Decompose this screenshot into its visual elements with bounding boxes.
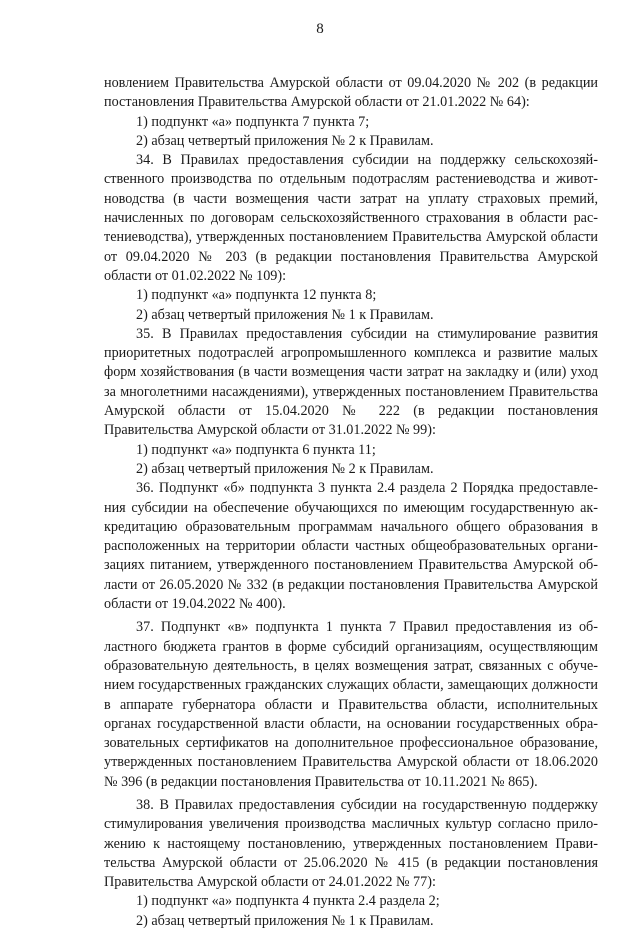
list-item: 1) подпункт «а» подпункта 7 пункта 7; <box>136 113 370 130</box>
paragraph-continuation: новлением Правительства Амурской области от 09.04.2020 № 202 (в редакции постановления Правительства Амурской области от 21.01.2022 № 64): <box>104 75 598 111</box>
list-item: 2) абзац четвертый приложения № 2 к Правилам. <box>136 132 434 149</box>
paragraph-35: 35. В Правилах предоставления субсидии на стимулирование развития приоритетных подотраслей агропромышленного комплекса и развитие малых форм хозяйствования (в части возмещения части затрат на закладку и (или) уход за многолетними насаждениями), утвержденных постановлением Правительства Амурской области от 15.04.2020 № 222 (в редакции постановления Правительства Амурской области от 31.01.2022 № 99): <box>104 325 598 439</box>
list-item: 2) абзац четвертый приложения № 2 к Правилам. <box>136 460 434 477</box>
paragraph-34: 34. В Правилах предоставления субсидии на поддержку сельскохозяйственного производства по отдельным подотраслям растениеводства и животноводства (в части возмещения части затрат на уплату страховых премий, начисленных по договорам сельскохозяйственного страхования в области растениеводства), утвержденных постановлением Правительства Амурской области от 09.04.2020 № 203 (в редакции постановления Правительства Амурской области от 01.02.2022 № 109): <box>104 152 598 284</box>
list-item: 2) абзац четвертый приложения № 1 к Правилам. <box>136 306 434 323</box>
list-item: 1) подпункт «а» подпункта 6 пункта 11; <box>136 441 376 458</box>
page-number: 8 <box>316 21 324 37</box>
list-item: 1) подпункт «а» подпункта 12 пункта 8; <box>136 287 377 304</box>
list-item: 2) абзац четвертый приложения № 1 к Правилам. <box>136 912 434 929</box>
document-body <box>104 74 598 931</box>
paragraph-36: 36. Подпункт «б» подпункта 3 пункта 2.4 раздела 2 Порядка предоставления субсидии на обеспечение обучающихся по имеющим государственную аккредитацию образовательным программам начального общего образования в расположенных на территории области частных общеобразовательных организациях питанием, утвержденного постановлением Правительства Амурской области от 26.05.2020 № 332 (в редакции постановления Правительства Амурской области от 19.04.2022 № 400). <box>104 480 598 613</box>
paragraph-37: 37. Подпункт «в» подпункта 1 пункта 7 Правил предоставления из областного бюджета грантов в форме субсидий организациям, осуществляющим образовательную деятельность, в целях возмещения затрат, связанных с обучением государственных гражданских служащих области, замещающих должности в аппарате губернатора области и Правительства области, исполнительных органах государственной власти области, на основании государственных образовательных сертификатов на дополнительное профессиональное образование, утвержденных постановлением Правительства Амурской области от 18.06.2020 № 396 (в редакции постановления Правительства от 10.11.2021 № 865). <box>104 619 598 790</box>
paragraph-38: 38. В Правилах предоставления субсидии на государственную поддержку стимулирования увеличения производства масличных культур согласно приложению к настоящему постановлению, утвержденных постановлением Правительства Амурской области от 25.06.2020 № 415 (в редакции постановления Правительства Амурской области от 24.01.2022 № 77): <box>104 796 598 891</box>
list-item: 1) подпункт «а» подпункта 4 пункта 2.4 раздела 2; <box>136 893 440 910</box>
